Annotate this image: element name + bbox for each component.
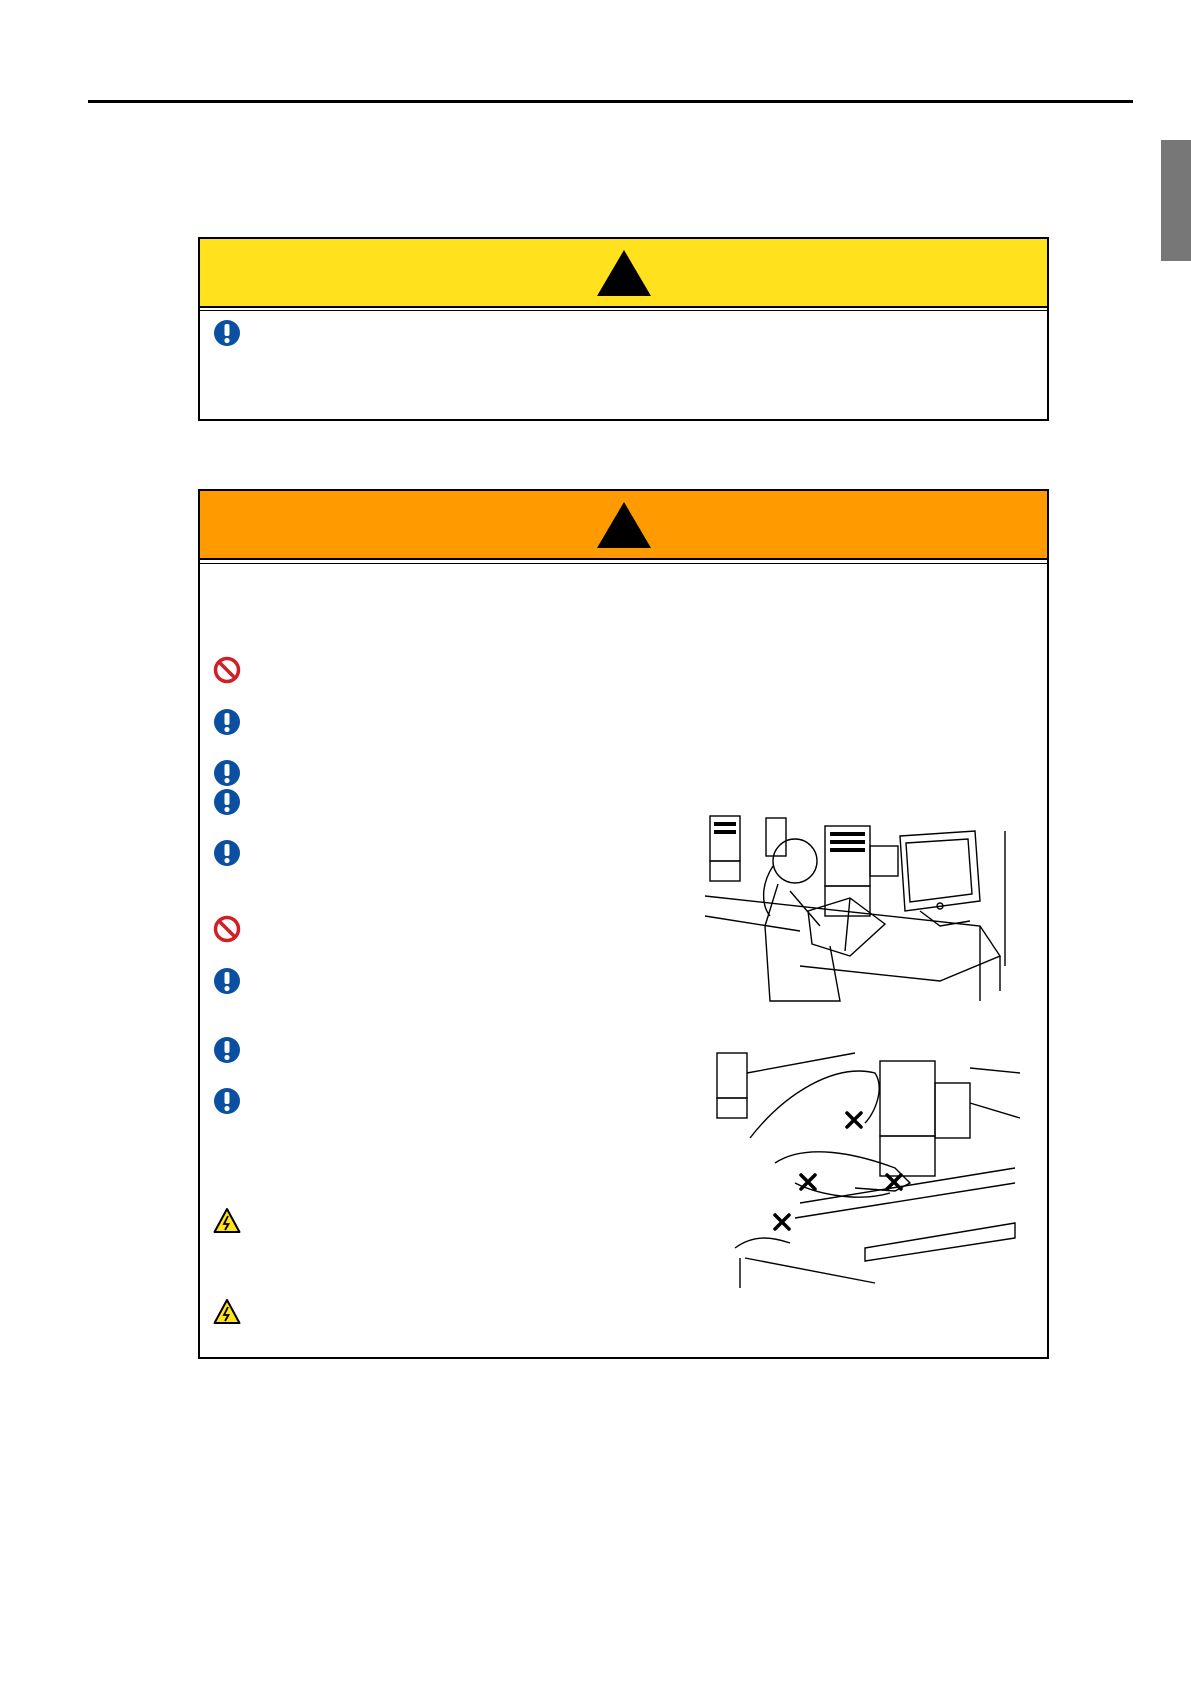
operator-reading-manual-illustration — [700, 806, 1020, 1031]
caution-box — [198, 237, 1049, 421]
mandatory-action-icon — [213, 839, 241, 867]
warning-triangle-icon — [595, 500, 653, 550]
mandatory-action-icon — [213, 319, 241, 347]
prohibition-icon — [213, 915, 241, 943]
mandatory-action-icon — [213, 788, 241, 816]
electric-shock-warning-icon — [213, 1298, 241, 1326]
prohibition-icon — [213, 656, 241, 684]
warning-triangle-icon — [595, 248, 653, 298]
chapter-tab — [1161, 140, 1191, 261]
header-rule — [88, 100, 1133, 103]
hands-near-machine-prohibited-illustration — [715, 1043, 1025, 1288]
mandatory-action-icon — [213, 967, 241, 995]
warning-banner — [200, 491, 1047, 560]
mandatory-action-icon — [213, 1036, 241, 1064]
warning-box — [198, 489, 1049, 1359]
caution-banner — [200, 239, 1047, 308]
mandatory-action-icon — [213, 708, 241, 736]
electric-shock-warning-icon — [213, 1207, 241, 1235]
mandatory-action-icon — [213, 759, 241, 787]
mandatory-action-icon — [213, 1087, 241, 1115]
